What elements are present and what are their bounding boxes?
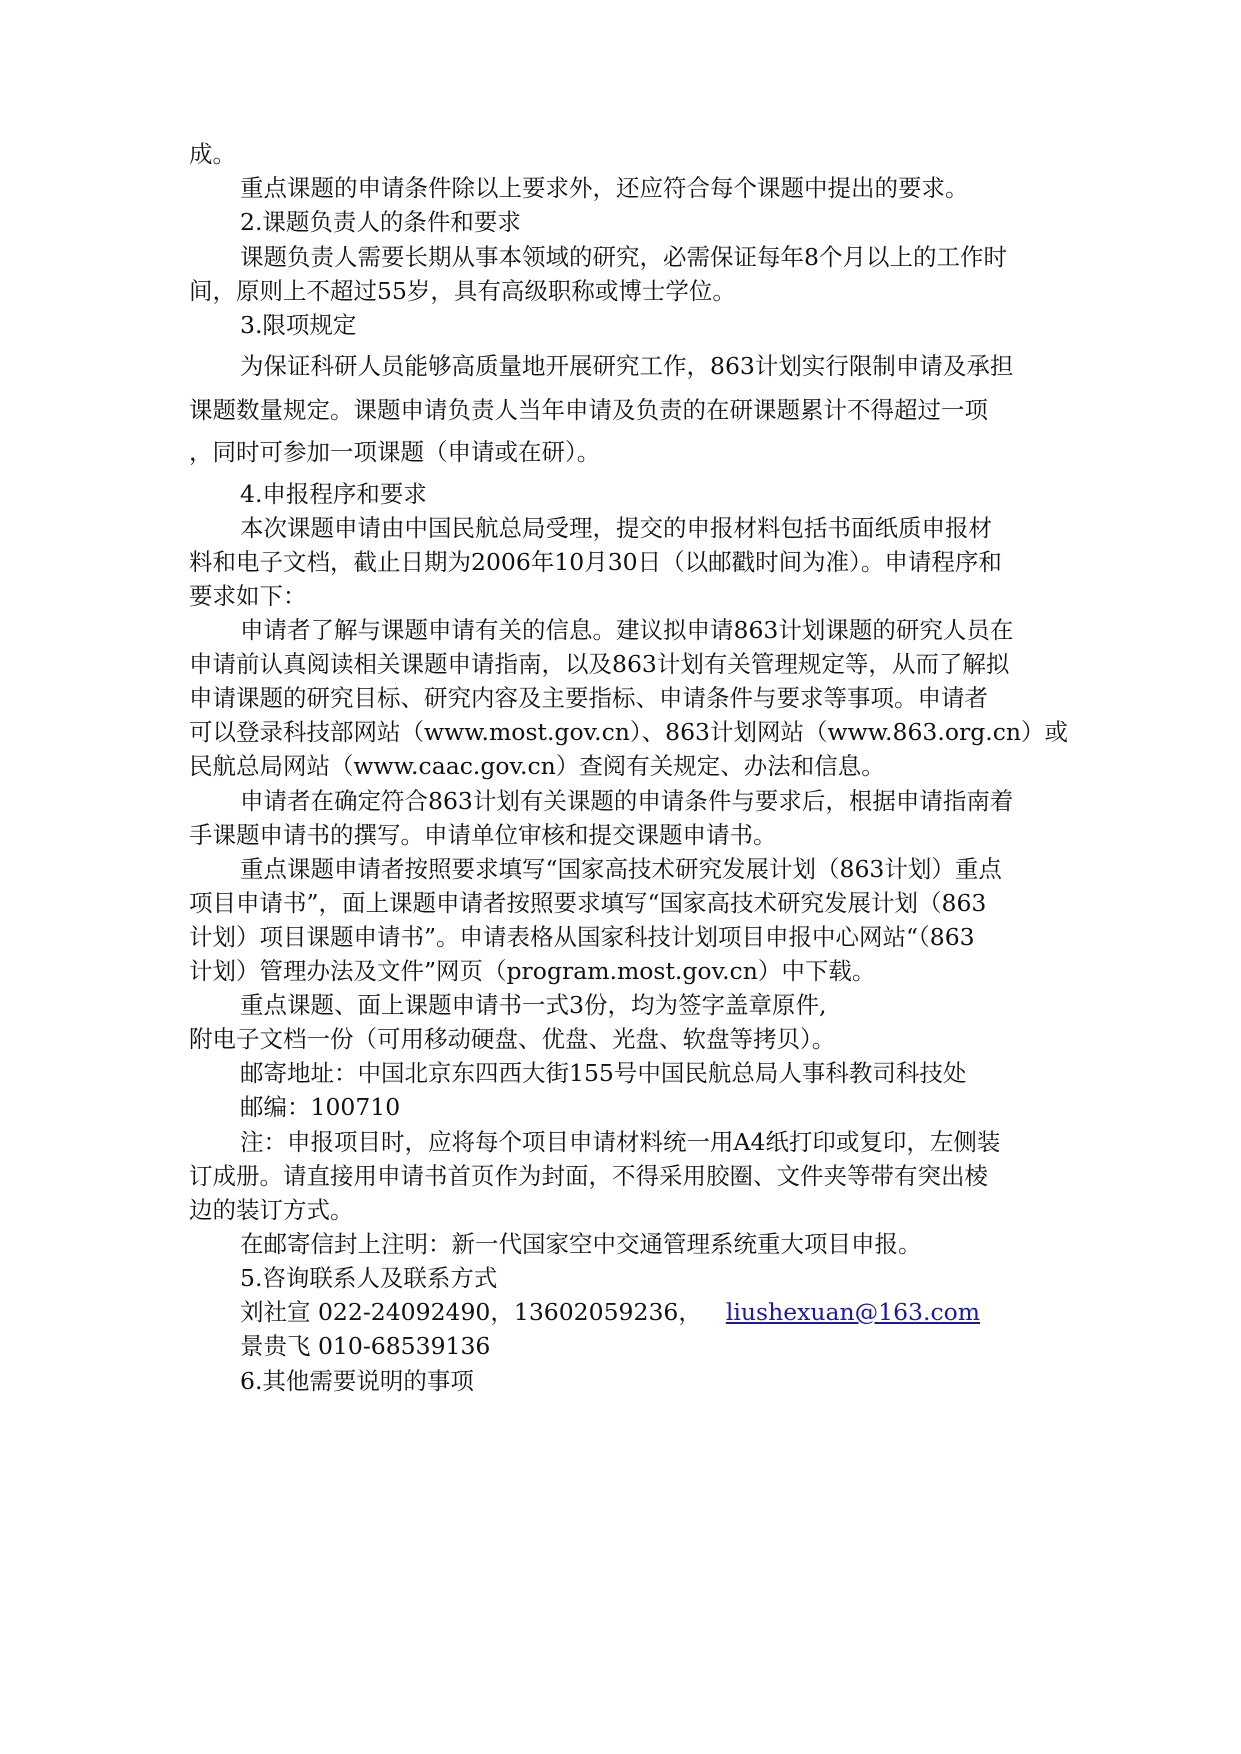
contact-1-email-link[interactable]: liushexuan@163.com	[725, 1298, 981, 1326]
text-line: 重点课题申请者按照要求填写“国家高技术研究发展计划（863计划）重点	[240, 855, 1002, 883]
text-line: 注：申报项目时，应将每个项目申请材料统一用A4纸打印或复印，左侧装	[240, 1128, 1001, 1156]
text-line: 边的装订方式。	[189, 1196, 354, 1224]
text-line: 重点课题的申请条件除以上要求外，还应符合每个课题中提出的要求。	[240, 174, 969, 202]
section-heading-2: 2.课题负责人的条件和要求	[240, 208, 521, 236]
text-line: 计划）管理办法及文件”网页（program.most.gov.cn）中下载。	[189, 957, 876, 985]
contact-line-2: 景贵飞 010-68539136	[240, 1332, 491, 1360]
text-line: 计划）项目课题申请书”。申请表格从国家科技计划项目申报中心网站“（863	[189, 923, 975, 951]
text-line: 附电子文档一份（可用移动硬盘、优盘、光盘、软盘等拷贝）。	[189, 1025, 836, 1053]
text-line: 为保证科研人员能够高质量地开展研究工作，863计划实行限制申请及承担	[240, 352, 1014, 380]
text-line: 重点课题、面上课题申请书一式3份，均为签字盖章原件,	[240, 991, 827, 1019]
section-heading-4: 4.申报程序和要求	[240, 480, 427, 508]
mailing-address: 邮寄地址：中国北京东四西大街155号中国民航总局人事科教司科技处	[240, 1059, 967, 1087]
text-line: 订成册。请直接用申请书首页作为封面，不得采用胶圈、文件夹等带有突出棱	[189, 1162, 988, 1190]
text-line: 成。	[189, 140, 236, 168]
text-line: 申请课题的研究目标、研究内容及主要指标、申请条件与要求等事项。申请者	[189, 684, 988, 712]
postal-code: 邮编：100710	[240, 1093, 401, 1121]
text-line: 间，原则上不超过55岁，具有高级职称或博士学位。	[189, 277, 736, 305]
text-line: 申请前认真阅读相关课题申请指南，以及863计划有关管理规定等，从而了解拟	[189, 650, 1010, 678]
text-line: 申请者在确定符合863计划有关课题的申请条件与要求后，根据申请指南着	[240, 787, 1014, 815]
text-line: 在邮寄信封上注明：新一代国家空中交通管理系统重大项目申报。	[240, 1230, 922, 1258]
text-line: 可以登录科技部网站（www.most.gov.cn）、863计划网站（www.863.org.cn）或	[189, 718, 1069, 746]
text-line: 民航总局网站（www.caac.gov.cn）查阅有关规定、办法和信息。	[189, 752, 885, 780]
text-line: 要求如下：	[189, 582, 307, 610]
text-line: 项目申请书”，面上课题申请者按照要求填写“国家高技术研究发展计划（863	[189, 889, 987, 917]
section-heading-6: 6.其他需要说明的事项	[240, 1367, 474, 1395]
section-heading-5: 5.咨询联系人及联系方式	[240, 1264, 498, 1292]
section-heading-3: 3.限项规定	[240, 311, 357, 339]
text-line: 课题负责人需要长期从事本领域的研究，必需保证每年8个月以上的工作时	[240, 243, 1007, 271]
text-line: 课题数量规定。课题申请负责人当年申请及负责的在研课题累计不得超过一项	[189, 396, 988, 424]
text-line: 料和电子文档，截止日期为2006年10月30日（以邮戳时间为准）。申请程序和	[189, 548, 1002, 576]
text-line: 手课题申请书的撰写。申请单位审核和提交课题申请书。	[189, 821, 777, 849]
contact-line-1	[240, 1297, 980, 1327]
text-line: 本次课题申请由中国民航总局受理，提交的申报材料包括书面纸质申报材	[240, 514, 992, 542]
contact-1-text: 刘社宣 022-24092490，13602059236，	[240, 1298, 702, 1326]
text-line: 申请者了解与课题申请有关的信息。建议拟申请863计划课题的研究人员在	[240, 616, 1014, 644]
text-line: ，同时可参加一项课题（申请或在研）。	[189, 438, 601, 466]
